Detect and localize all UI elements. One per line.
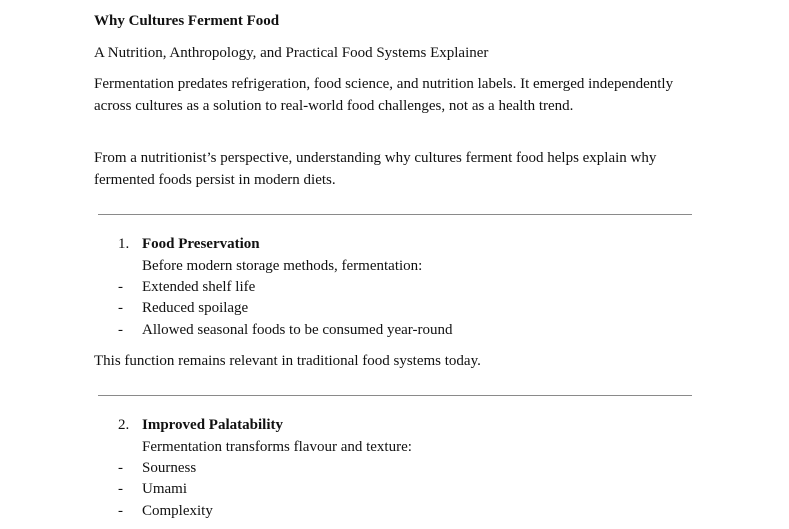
bullet-marker: - bbox=[118, 481, 123, 498]
list-item bbox=[94, 479, 704, 500]
bullet-marker: - bbox=[118, 279, 123, 295]
list-item bbox=[94, 501, 704, 522]
list-item-text: Extended shelf life bbox=[142, 279, 256, 295]
section-intro: Before modern storage methods, fermentation: bbox=[142, 257, 423, 274]
list-item bbox=[94, 320, 704, 341]
document-title: Why Cultures Ferment Food bbox=[94, 13, 280, 29]
bullet-marker: - bbox=[118, 300, 123, 317]
list-item bbox=[94, 277, 704, 298]
section-improved-palatability bbox=[94, 415, 704, 522]
list-item bbox=[94, 298, 704, 319]
section-divider bbox=[98, 214, 692, 215]
bullet-marker: - bbox=[118, 321, 123, 338]
list-item-text: Umami bbox=[142, 481, 187, 498]
bullet-marker: - bbox=[118, 502, 123, 519]
bullet-list bbox=[94, 458, 704, 522]
list-item-text: Allowed seasonal foods to be consumed year-round bbox=[142, 321, 453, 338]
bullet-marker: - bbox=[118, 460, 123, 476]
section-number: 1. bbox=[118, 236, 130, 252]
section-heading-row bbox=[94, 415, 704, 437]
section-intro: Fermentation transforms flavour and texture: bbox=[142, 438, 412, 455]
bullet-list bbox=[94, 277, 704, 341]
perspective-paragraph: From a nutritionist’s perspective, understanding why cultures ferment food helps explain why fermented foods persist in modern diets. bbox=[94, 150, 657, 188]
section-heading: Improved Palatability bbox=[142, 417, 283, 433]
section-food-preservation bbox=[94, 234, 704, 341]
list-item-text: Complexity bbox=[142, 502, 213, 519]
section-heading: Food Preservation bbox=[142, 236, 260, 252]
list-item bbox=[94, 458, 704, 479]
intro-paragraph: Fermentation predates refrigeration, food science, and nutrition labels. It emerged independently across cultures as a solution to real-world food challenges, not as a health trend. bbox=[94, 76, 674, 114]
section-closing-text: This function remains relevant in traditional food systems today. bbox=[94, 353, 481, 369]
section-divider bbox=[98, 395, 692, 396]
section-number: 2. bbox=[118, 417, 130, 433]
list-item-text: Sourness bbox=[142, 460, 197, 476]
list-item-text: Reduced spoilage bbox=[142, 300, 249, 317]
document-subtitle: A Nutrition, Anthropology, and Practical Food Systems Explainer bbox=[94, 45, 489, 61]
section-heading-row bbox=[94, 234, 704, 256]
